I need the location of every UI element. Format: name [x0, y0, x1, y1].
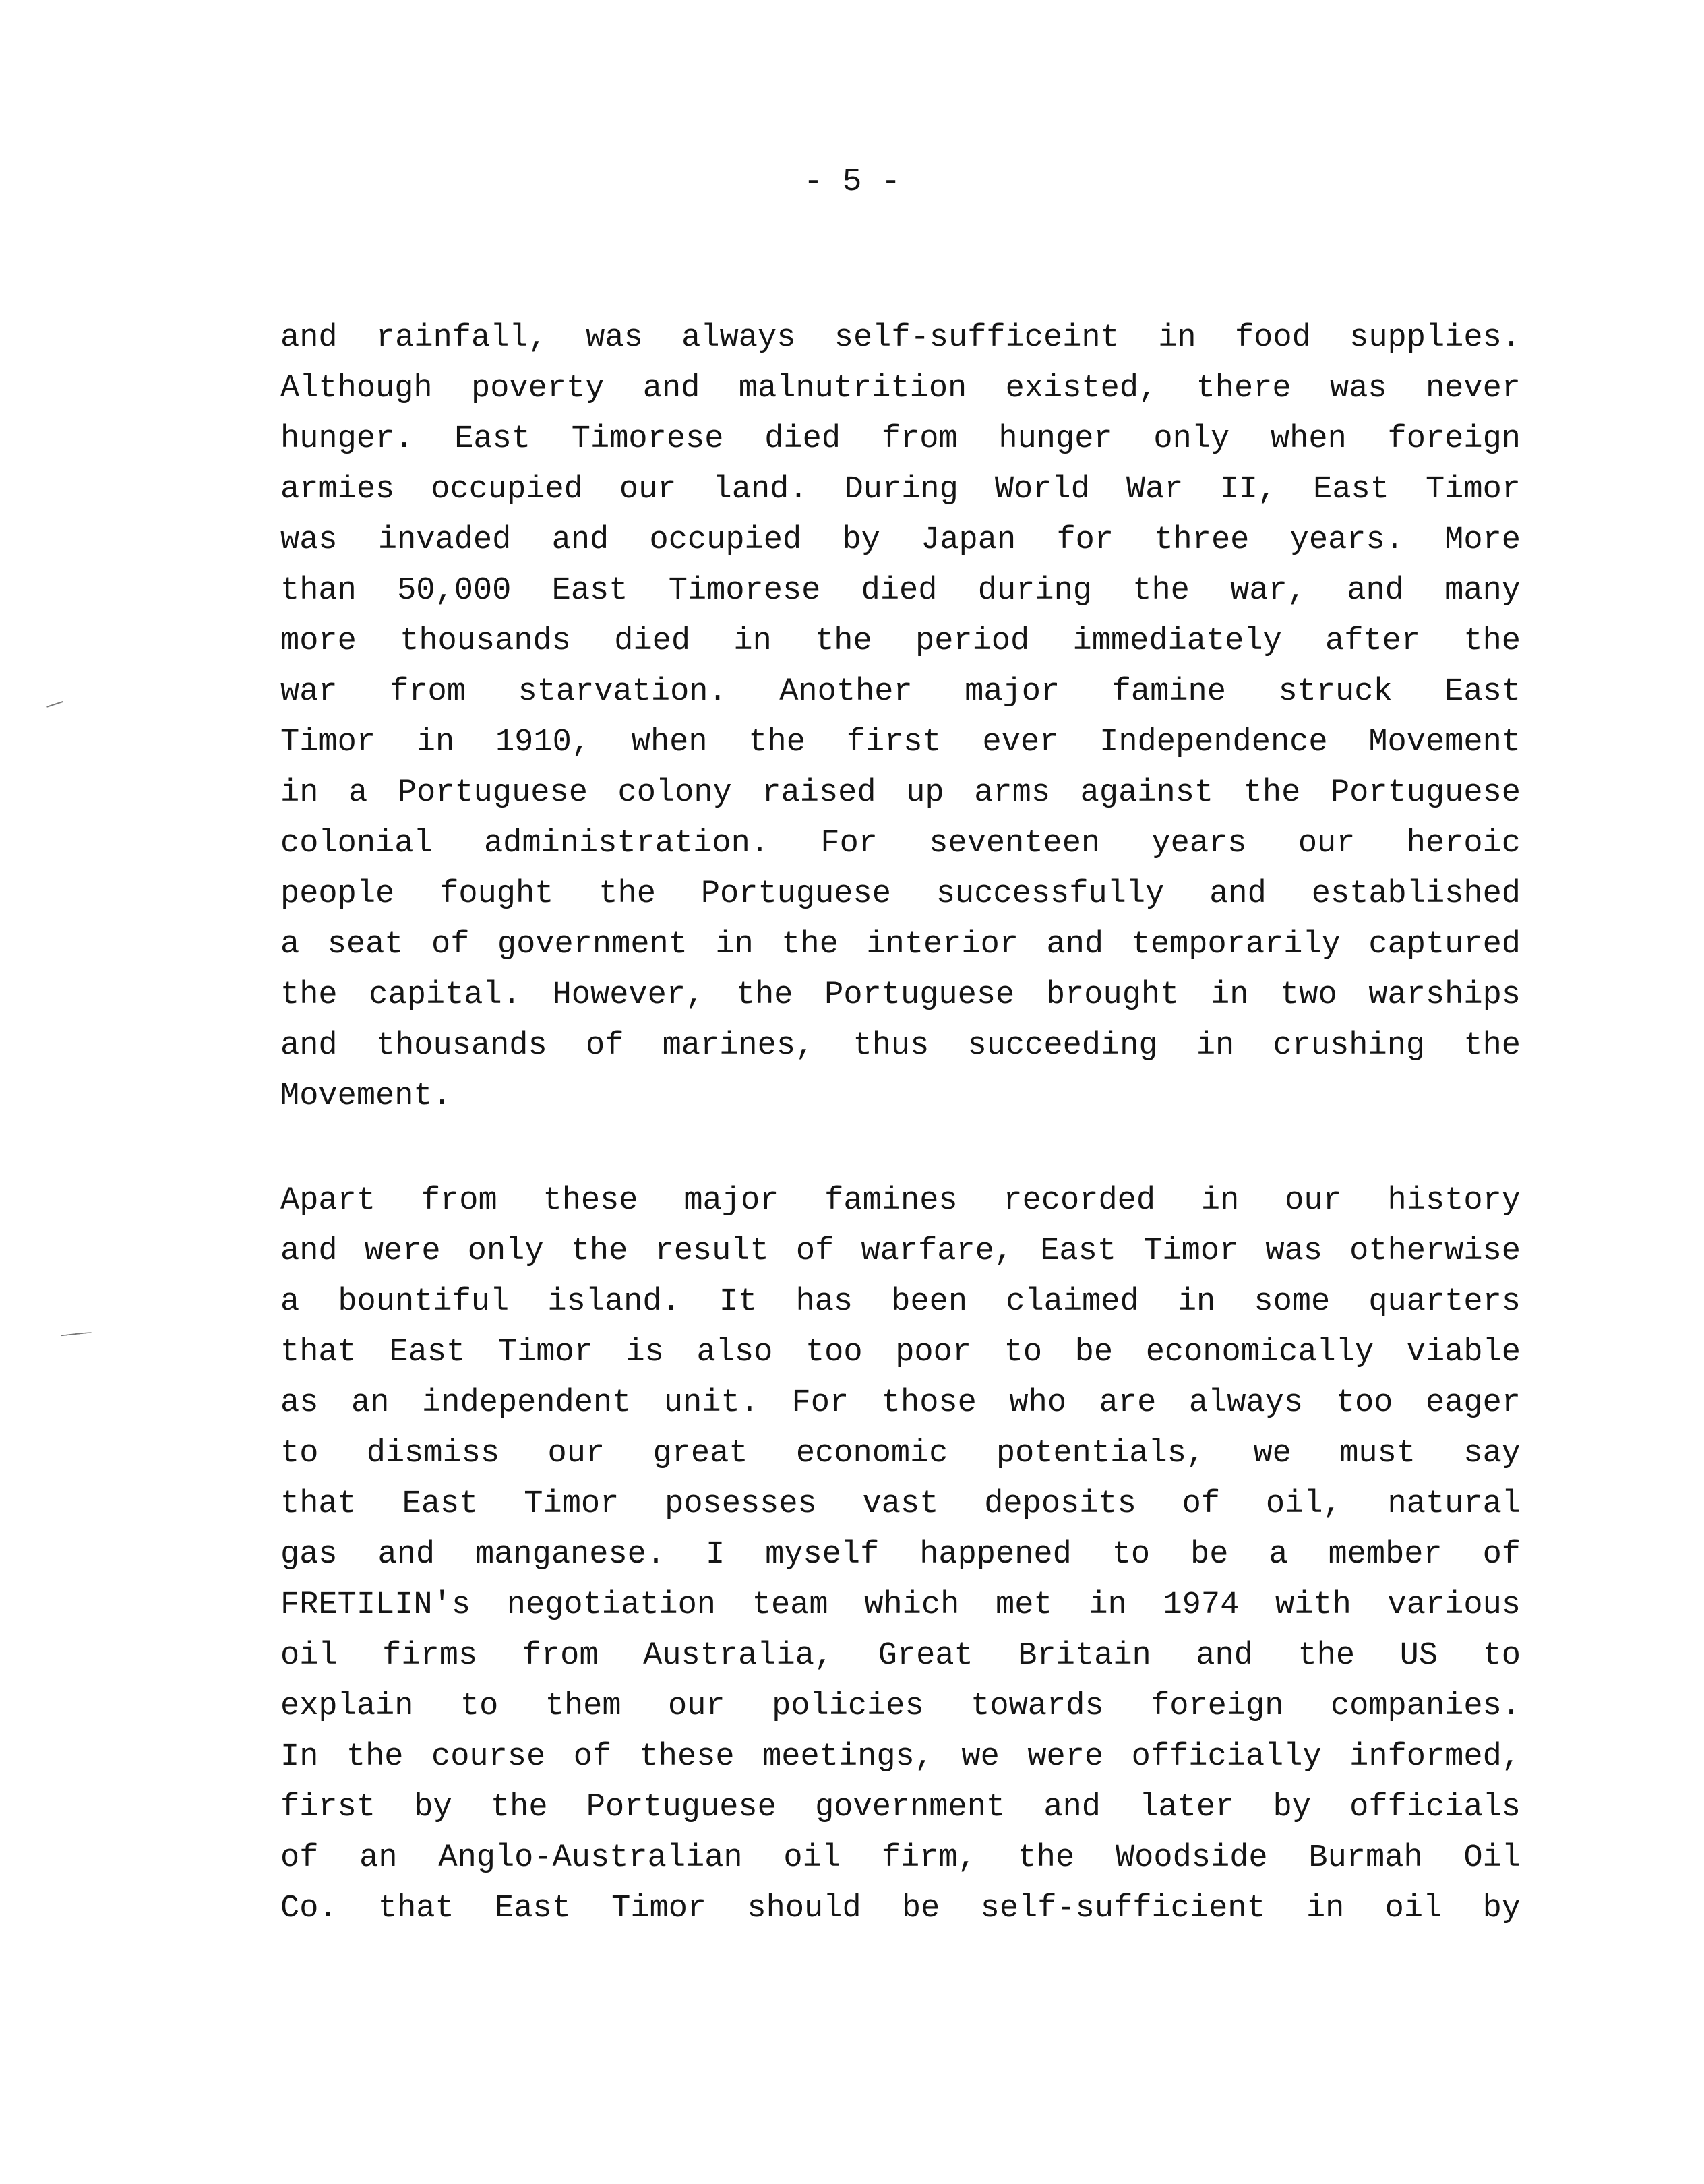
paragraph-line: explain to them our policies towards foreign companies. [280, 1689, 1521, 1724]
paragraph-1 [280, 313, 1521, 1122]
paragraph-line: in a Portuguese colony raised up arms against the Portuguese [280, 775, 1521, 811]
paragraph-line: people fought the Portuguese successfully and established [280, 876, 1521, 912]
paragraph-line: Although poverty and malnutrition existed, there was never [280, 371, 1521, 406]
paragraph-line: and thousands of marines, thus succeeding in crushing the [280, 1028, 1521, 1064]
paragraph-line: Co. that East Timor should be self-sufficient in oil by [280, 1891, 1521, 1927]
paragraph-line: hunger. East Timorese died from hunger only when foreign [280, 421, 1521, 457]
paragraph-line: Timor in 1910, when the first ever Independence Movement [280, 725, 1521, 760]
paragraph-line: that East Timor is also too poor to be economically viable [280, 1335, 1521, 1370]
paragraph-line: a seat of government in the interior and temporarily captured [280, 927, 1521, 963]
paragraph-line: a bountiful island. It has been claimed in some quarters [280, 1284, 1521, 1320]
paragraph-line: and were only the result of warfare, East Timor was otherwise [280, 1234, 1521, 1269]
paragraph-line: to dismiss our great economic potentials, we must say [280, 1436, 1521, 1472]
paragraph-line: the capital. However, the Portuguese brought in two warships [280, 977, 1521, 1013]
paragraph-line: than 50,000 East Timorese died during the war, and many [280, 573, 1521, 609]
paragraph-line: as an independent unit. For those who are always too eager [280, 1385, 1521, 1421]
paragraph-line: of an Anglo-Australian oil firm, the Woodside Burmah Oil [280, 1840, 1521, 1876]
paragraph-line: FRETILIN's negotiation team which met in 1974 with various [280, 1587, 1521, 1623]
scan-mark [46, 701, 63, 708]
paragraph-line: first by the Portuguese government and later by officials [280, 1790, 1521, 1825]
paragraph-line: In the course of these meetings, we were officially informed, [280, 1739, 1521, 1775]
paragraph-line: Movement. [280, 1079, 452, 1114]
paragraph-line: war from starvation. Another major famine struck East [280, 674, 1521, 710]
paragraph-line: colonial administration. For seventeen years our heroic [280, 826, 1521, 861]
paragraph-line: more thousands died in the period immediately after the [280, 624, 1521, 659]
paragraph-line: gas and manganese. I myself happened to be a member of [280, 1537, 1521, 1573]
paragraph-2 [280, 1176, 1521, 1934]
paragraph-line: oil firms from Australia, Great Britain and the US to [280, 1638, 1521, 1674]
paragraph-line: and rainfall, was always self-sufficeint in food supplies. [280, 320, 1521, 356]
paragraph-line: armies occupied our land. During World War II, East Timor [280, 472, 1521, 508]
page-number: - 5 - [803, 164, 901, 200]
paragraph-line: Apart from these major famines recorded in our history [280, 1183, 1521, 1219]
scan-mark [61, 1332, 92, 1337]
paragraph-line: was invaded and occupied by Japan for three years. More [280, 522, 1521, 558]
paragraph-line: that East Timor posesses vast deposits of oil, natural [280, 1486, 1521, 1522]
